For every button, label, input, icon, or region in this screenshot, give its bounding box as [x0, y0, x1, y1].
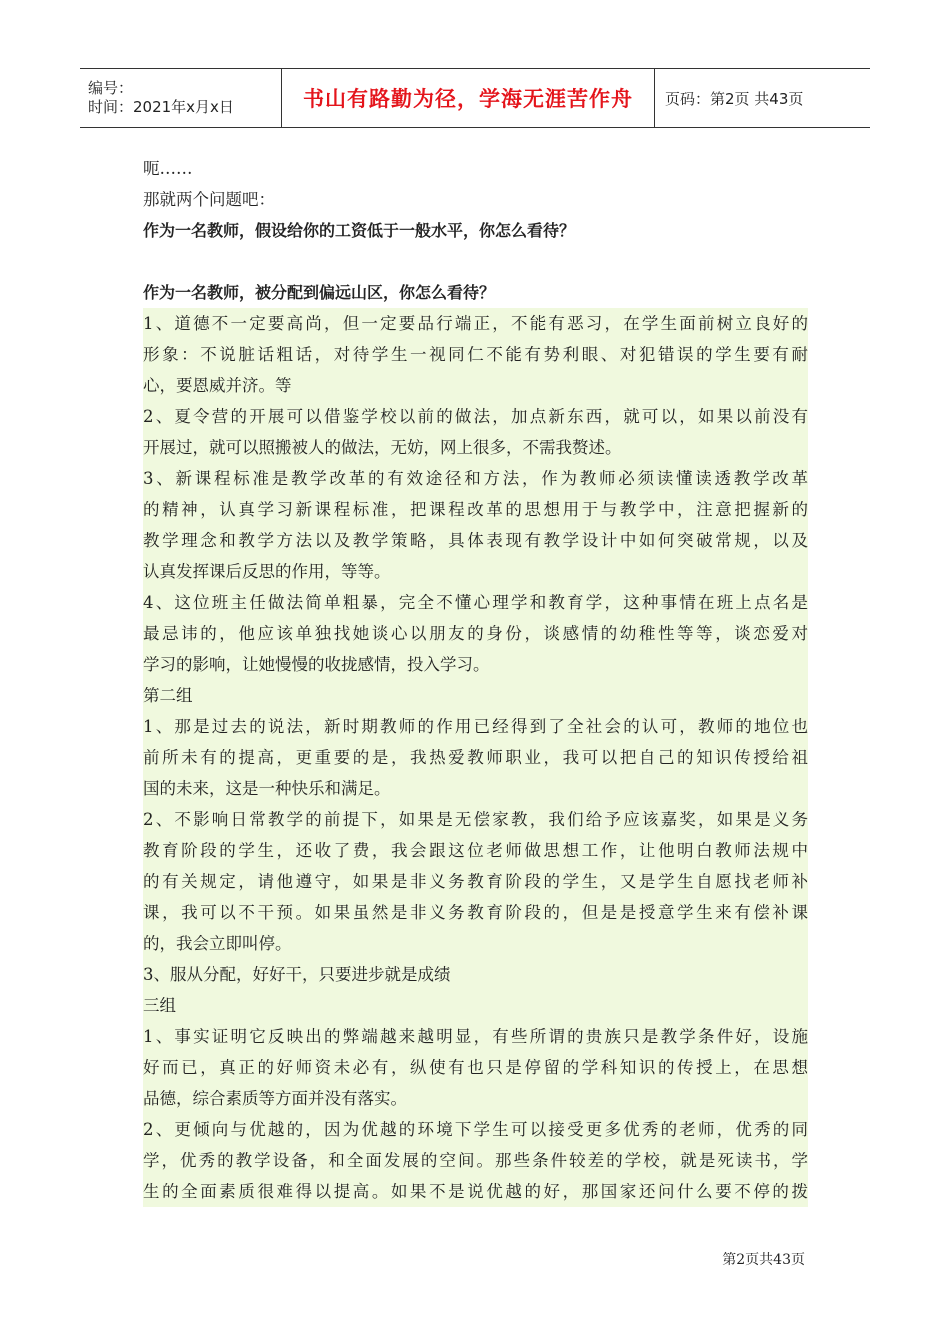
group-heading-text: 三组	[143, 996, 176, 1015]
answer-line: 国的未来，这是一种快乐和满足。	[143, 779, 391, 798]
answer-line: 好而已，真正的好师资未必有，纵使有也只是停留的学科知识的传授上，在思想	[143, 1058, 808, 1077]
question-heading: 作为一名教师，被分配到偏远山区，你怎么看待？	[143, 283, 496, 302]
answer-line: 2、夏令营的开展可以借鉴学校以前的做法，加点新东西，就可以，如果以前没有	[143, 407, 808, 426]
document-number-label: 编号：	[88, 79, 134, 97]
answer-line: 学，优秀的教学设备，和全面发展的空间。那些条件较差的学校，就是死读书，学	[143, 1151, 808, 1170]
document-date-label: 时间：2021年x月x日	[88, 98, 234, 116]
intro-line: 那就两个问题吧：	[143, 190, 275, 209]
page-header	[80, 68, 870, 128]
document-body	[143, 153, 808, 1207]
answer-paragraph	[143, 587, 808, 680]
footer-page-number: 第2页共43页	[722, 1252, 805, 1268]
answer-paragraph	[143, 463, 808, 587]
answer-line: 心，要恩威并济。等	[143, 376, 292, 395]
answer-line: 1、事实证明它反映出的弊端越来越明显，有些所谓的贵族只是教学条件好，设施	[143, 1027, 808, 1046]
answer-line: 生的全面素质很难得以提高。如果不是说优越的好，那国家还问什么要不停的拨	[143, 1182, 808, 1201]
answer-line: 4、这位班主任做法简单粗暴，完全不懂心理学和教育学，这种事情在班上点名是	[143, 593, 808, 612]
answer-line: 的有关规定，请他遵守，如果是非义务教育阶段的学生，又是学生自愿找老师补	[143, 872, 808, 891]
answer-line: 最忌讳的，他应该单独找她谈心以朋友的身份，谈感情的幼稚性等等，谈恋爱对	[143, 624, 808, 643]
answer-line: 教育阶段的学生，还收了费，我会跟这位老师做思想工作，让他明白教师法规中	[143, 841, 808, 860]
answer-line: 1、道德不一定要高尚，但一定要品行端正，不能有恶习，在学生面前树立良好的	[143, 314, 808, 333]
group-heading	[143, 990, 808, 1021]
header-page-cell	[655, 69, 870, 127]
intro-line: 呃……	[143, 159, 193, 178]
page-footer	[722, 1249, 805, 1269]
answer-line: 形象：不说脏话粗话，对待学生一视同仁不能有势利眼、对犯错误的学生要有耐	[143, 345, 808, 364]
header-meta	[80, 69, 281, 127]
answer-line: 3、新课程标准是教学改革的有效途径和方法，作为教师必须读懂读透教学改革	[143, 469, 808, 488]
answer-line: 开展过，就可以照搬被人的做法，无妨，网上很多，不需我赘述。	[143, 438, 622, 457]
answer-paragraph	[143, 804, 808, 959]
answer-line: 课，我可以不干预。如果虽然是非义务教育阶段的，但是是授意学生来有偿补课	[143, 903, 808, 922]
answer-line: 认真发挥课后反思的作用，等等。	[143, 562, 391, 581]
answer-paragraph	[143, 1114, 808, 1207]
question-heading: 作为一名教师，假设给你的工资低于一般水平，你怎么看待？	[143, 221, 576, 240]
group-heading-text: 第二组	[143, 686, 193, 705]
answer-line: 教学理念和教学方法以及教学策略，具体表现有教学设计中如何突破常规，以及	[143, 531, 808, 550]
answer-line: 的，我会立即叫停。	[143, 934, 292, 953]
group-heading	[143, 680, 808, 711]
answer-paragraph	[143, 1021, 808, 1114]
header-page-label: 页码：第2页 共43页	[665, 89, 804, 108]
answer-line: 前所未有的提高，更重要的是，我热爱教师职业，我可以把自己的知识传授给祖	[143, 748, 808, 767]
answer-line: 学习的影响，让她慢慢的收拢感情，投入学习。	[143, 655, 490, 674]
answer-line: 品德，综合素质等方面并没有落实。	[143, 1089, 407, 1108]
answer-line: 2、更倾向与优越的，因为优越的环境下学生可以接受更多优秀的老师，优秀的同	[143, 1120, 808, 1139]
answer-line: 3、服从分配，好好干，只要进步就是成绩	[143, 965, 451, 984]
answer-line: 的精神，认真学习新课程标准，把课程改革的思想用于与教学中，注意把握新的	[143, 500, 808, 519]
answer-line: 1、那是过去的说法，新时期教师的作用已经得到了全社会的认可，教师的地位也	[143, 717, 808, 736]
answer-paragraph	[143, 711, 808, 804]
answer-paragraph	[143, 959, 808, 990]
header-motto-cell	[281, 69, 655, 127]
answer-paragraph	[143, 401, 808, 463]
answer-line: 2、不影响日常教学的前提下，如果是无偿家教，我们给予应该嘉奖，如果是义务	[143, 810, 808, 829]
answers-block	[143, 308, 808, 1207]
header-motto: 书山有路勤为径，学海无涯苦作舟	[303, 87, 633, 111]
blank-line	[143, 246, 808, 277]
answer-paragraph	[143, 308, 808, 401]
